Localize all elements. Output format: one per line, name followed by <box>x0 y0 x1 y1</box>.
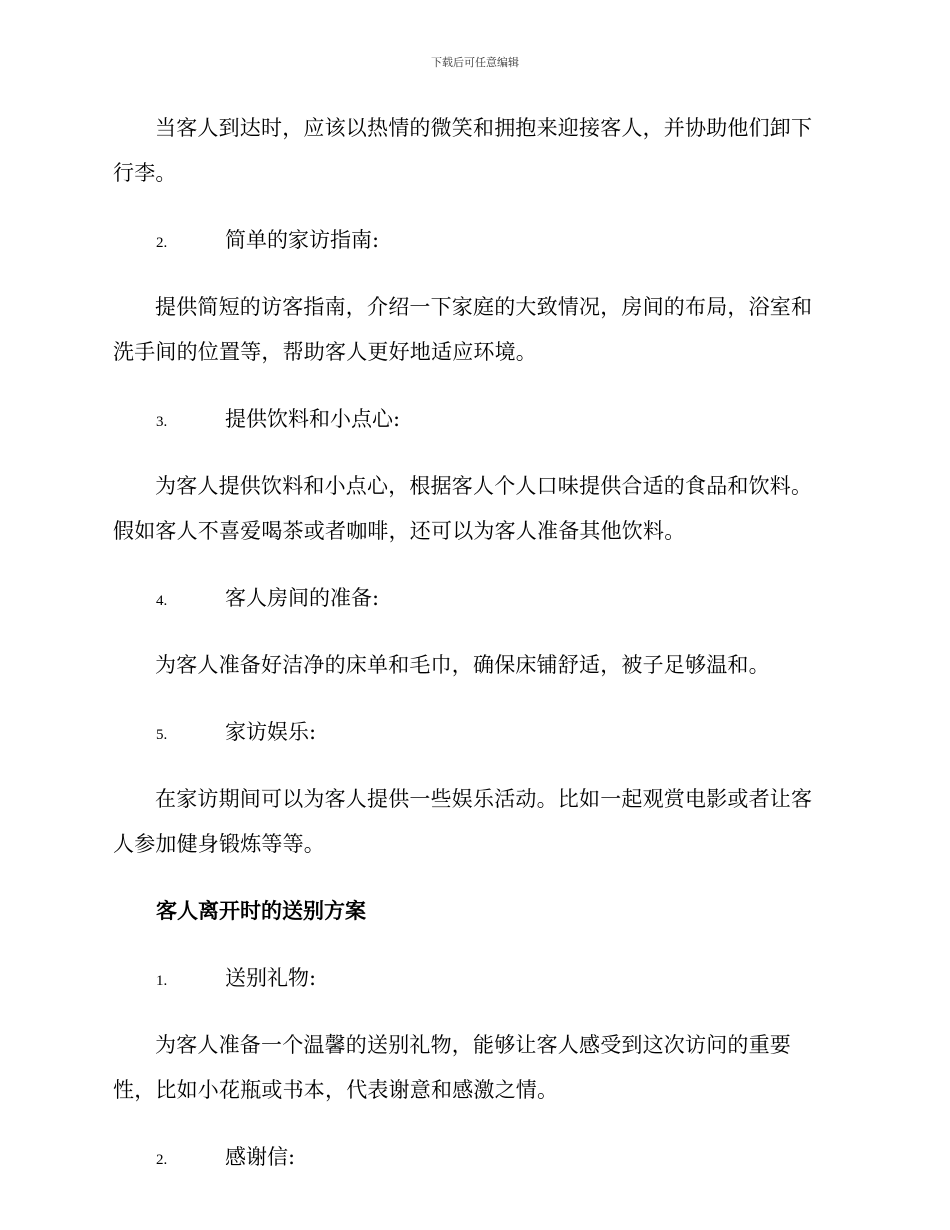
paragraph-arrival: 当客人到达时，应该以热情的微笑和拥抱来迎接客人，并协助他们卸下行李。 <box>113 116 813 185</box>
list-item-room <box>113 576 833 621</box>
list-number: 2. <box>156 1152 168 1168</box>
list-item-label: 客人房间的准备: <box>225 586 380 610</box>
list-number: 4. <box>156 593 168 609</box>
paragraph-guide: 提供简短的访客指南，介绍一下家庭的大致情况，房间的布局，浴室和洗手间的位置等，帮助客人更好地适应环境。 <box>113 295 813 364</box>
list-item-gift <box>113 956 833 1001</box>
list-number: 3. <box>156 414 168 430</box>
section-heading: 客人离开时的送别方案 <box>156 899 366 923</box>
list-item-entertainment <box>113 710 833 755</box>
list-item-label: 简单的家访指南: <box>225 228 380 252</box>
document-body <box>113 106 833 1180</box>
list-item-label: 家访娱乐: <box>225 720 317 744</box>
list-item-label: 送别礼物: <box>225 966 317 990</box>
list-item-thanks-letter <box>113 1135 833 1180</box>
paragraph-room: 为客人准备好洁净的床单和毛巾，确保床铺舒适，被子足够温和。 <box>155 653 770 677</box>
list-number: 1. <box>156 973 168 989</box>
paragraph-drinks: 为客人提供饮料和小点心，根据客人个人口味提供合适的食品和饮料。假如客人不喜爱喝茶或者咖啡，还可以为客人准备其他饮料。 <box>113 474 813 543</box>
list-number: 2. <box>156 235 168 251</box>
list-item-guide <box>113 218 833 263</box>
paragraph-entertainment: 在家访期间可以为客人提供一些娱乐活动。比如一起观赏电影或者让客人参加健身锻炼等等。 <box>113 787 813 856</box>
list-item-drinks <box>113 397 833 442</box>
page-header: 下载后可任意编辑 <box>431 56 519 69</box>
list-number: 5. <box>156 727 168 743</box>
list-item-label: 感谢信: <box>225 1145 296 1169</box>
list-item-label: 提供饮料和小点心: <box>225 407 401 431</box>
paragraph-gift: 为客人准备一个温馨的送别礼物，能够让客人感受到这次访问的重要性，比如小花瓶或书本，代表谢意和感激之情。 <box>113 1033 791 1102</box>
